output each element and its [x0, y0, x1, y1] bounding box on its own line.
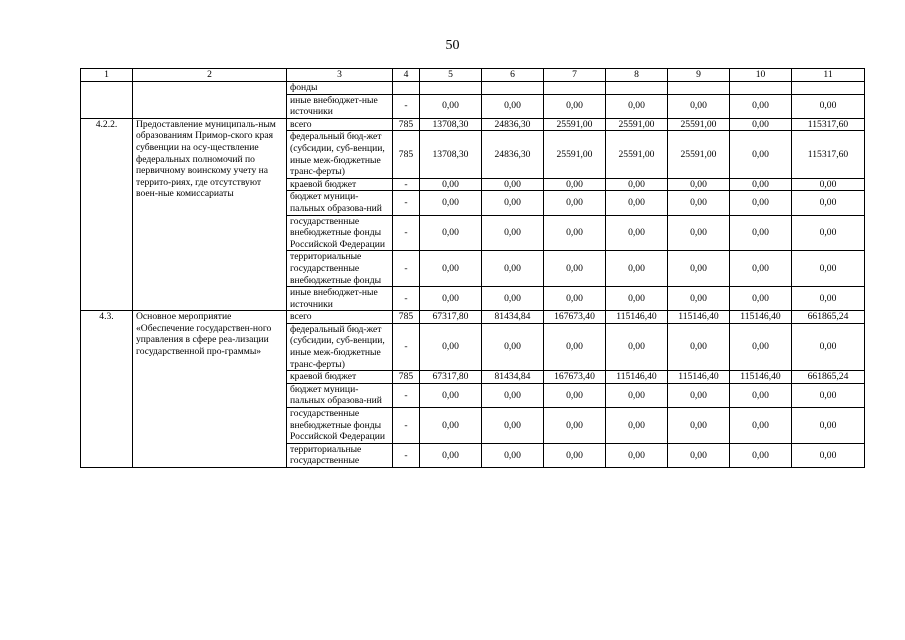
value-cell	[420, 82, 482, 95]
source-code: -	[393, 408, 420, 444]
header-cell-5: 5	[420, 69, 482, 82]
source-code: -	[393, 94, 420, 118]
value-cell: 115146,40	[730, 371, 792, 384]
value-cell: 0,00	[792, 443, 865, 467]
row-name: Основное мероприятие «Обеспечение государствен-ного управления в сфере реа-лизации государственной про-граммы»	[133, 311, 287, 468]
funding-source: иные внебюджет-ные источники	[287, 94, 393, 118]
source-code: -	[393, 323, 420, 370]
value-cell: 0,00	[544, 323, 606, 370]
value-cell: 0,00	[420, 383, 482, 407]
value-cell: 0,00	[668, 94, 730, 118]
value-cell: 81434,84	[482, 311, 544, 324]
value-cell: 81434,84	[482, 371, 544, 384]
funding-source: федеральный бюд-жет (субсидии, суб-венции, иные меж-бюджетные транс-ферты)	[287, 323, 393, 370]
value-cell: 0,00	[420, 323, 482, 370]
row-name: Предоставление муниципаль-ным образованиям Примор-ского края субвенции на осу-ществление федеральных полномочий по первичному воинскому учету на террито-риях, где отсутствуют воен-ные комиссариаты	[133, 118, 287, 311]
value-cell: 0,00	[668, 323, 730, 370]
funding-source: фонды	[287, 82, 393, 95]
value-cell: 0,00	[606, 408, 668, 444]
value-cell: 0,00	[420, 443, 482, 467]
value-cell: 0,00	[668, 215, 730, 251]
value-cell: 0,00	[606, 251, 668, 287]
value-cell: 25591,00	[606, 118, 668, 131]
value-cell: 0,00	[544, 191, 606, 215]
value-cell: 0,00	[606, 383, 668, 407]
header-cell-1: 1	[81, 69, 133, 82]
header-row	[81, 69, 865, 82]
value-cell: 0,00	[792, 94, 865, 118]
value-cell: 0,00	[792, 191, 865, 215]
value-cell: 115146,40	[668, 371, 730, 384]
header-cell-6: 6	[482, 69, 544, 82]
value-cell: 67317,80	[420, 371, 482, 384]
value-cell: 25591,00	[668, 118, 730, 131]
value-cell: 0,00	[482, 251, 544, 287]
value-cell: 0,00	[730, 287, 792, 311]
value-cell: 167673,40	[544, 311, 606, 324]
value-cell: 0,00	[544, 287, 606, 311]
value-cell: 115146,40	[668, 311, 730, 324]
value-cell: 0,00	[730, 383, 792, 407]
value-cell: 0,00	[730, 215, 792, 251]
funding-source: краевой бюджет	[287, 178, 393, 191]
funding-source: бюджет муници-пальных образова-ний	[287, 383, 393, 407]
funding-source: государственные внебюджетные фонды Российской Федерации	[287, 215, 393, 251]
value-cell: 0,00	[792, 251, 865, 287]
value-cell: 0,00	[730, 94, 792, 118]
value-cell: 0,00	[730, 191, 792, 215]
value-cell: 0,00	[544, 178, 606, 191]
value-cell: 25591,00	[668, 131, 730, 178]
header-cell-10: 10	[730, 69, 792, 82]
value-cell: 115146,40	[606, 371, 668, 384]
source-code: -	[393, 443, 420, 467]
value-cell: 0,00	[606, 443, 668, 467]
value-cell: 0,00	[544, 94, 606, 118]
table-row	[81, 311, 865, 324]
value-cell: 0,00	[482, 323, 544, 370]
source-code: -	[393, 191, 420, 215]
value-cell: 0,00	[730, 251, 792, 287]
source-code: 785	[393, 371, 420, 384]
header-cell-11: 11	[792, 69, 865, 82]
value-cell	[606, 82, 668, 95]
value-cell: 0,00	[730, 408, 792, 444]
value-cell	[792, 82, 865, 95]
funding-source: государственные внебюджетные фонды Российской Федерации	[287, 408, 393, 444]
value-cell: 0,00	[730, 131, 792, 178]
value-cell: 115317,60	[792, 118, 865, 131]
value-cell: 0,00	[420, 287, 482, 311]
funding-source: краевой бюджет	[287, 371, 393, 384]
value-cell: 0,00	[544, 443, 606, 467]
value-cell: 0,00	[730, 178, 792, 191]
value-cell: 0,00	[730, 118, 792, 131]
header-cell-9: 9	[668, 69, 730, 82]
value-cell: 0,00	[792, 215, 865, 251]
value-cell: 0,00	[482, 94, 544, 118]
value-cell	[482, 82, 544, 95]
source-code: -	[393, 251, 420, 287]
value-cell: 24836,30	[482, 118, 544, 131]
value-cell: 0,00	[420, 178, 482, 191]
value-cell: 24836,30	[482, 131, 544, 178]
row-code	[81, 82, 133, 119]
value-cell: 0,00	[606, 178, 668, 191]
source-code: 785	[393, 131, 420, 178]
value-cell: 661865,24	[792, 371, 865, 384]
value-cell: 25591,00	[544, 118, 606, 131]
table-row	[81, 82, 865, 95]
value-cell: 167673,40	[544, 371, 606, 384]
value-cell: 0,00	[792, 323, 865, 370]
value-cell: 0,00	[420, 408, 482, 444]
value-cell: 0,00	[482, 408, 544, 444]
funding-source: бюджет муници-пальных образова-ний	[287, 191, 393, 215]
value-cell: 0,00	[606, 287, 668, 311]
header-cell-4: 4	[393, 69, 420, 82]
value-cell: 0,00	[668, 383, 730, 407]
value-cell: 0,00	[668, 443, 730, 467]
header-cell-8: 8	[606, 69, 668, 82]
value-cell: 0,00	[792, 408, 865, 444]
value-cell: 0,00	[668, 251, 730, 287]
value-cell: 25591,00	[544, 131, 606, 178]
header-cell-7: 7	[544, 69, 606, 82]
row-code: 4.2.2.	[81, 118, 133, 311]
value-cell: 0,00	[606, 94, 668, 118]
value-cell: 25591,00	[606, 131, 668, 178]
value-cell: 0,00	[420, 191, 482, 215]
value-cell: 0,00	[668, 408, 730, 444]
source-code	[393, 82, 420, 95]
value-cell: 0,00	[730, 443, 792, 467]
value-cell: 0,00	[606, 215, 668, 251]
value-cell: 0,00	[482, 383, 544, 407]
value-cell	[730, 82, 792, 95]
funding-source: всего	[287, 118, 393, 131]
value-cell: 0,00	[792, 287, 865, 311]
value-cell: 0,00	[544, 408, 606, 444]
value-cell: 0,00	[668, 191, 730, 215]
source-code: -	[393, 215, 420, 251]
value-cell: 115317,60	[792, 131, 865, 178]
value-cell: 0,00	[482, 443, 544, 467]
source-code: -	[393, 383, 420, 407]
value-cell: 0,00	[606, 323, 668, 370]
funding-source: иные внебюджет-ные источники	[287, 287, 393, 311]
funding-source: всего	[287, 311, 393, 324]
value-cell: 0,00	[544, 383, 606, 407]
source-code: -	[393, 178, 420, 191]
value-cell: 661865,24	[792, 311, 865, 324]
value-cell: 0,00	[420, 215, 482, 251]
value-cell: 0,00	[792, 178, 865, 191]
value-cell: 0,00	[668, 178, 730, 191]
value-cell: 0,00	[544, 251, 606, 287]
value-cell: 0,00	[420, 94, 482, 118]
value-cell: 0,00	[544, 215, 606, 251]
source-code: -	[393, 287, 420, 311]
value-cell: 67317,80	[420, 311, 482, 324]
value-cell: 0,00	[482, 287, 544, 311]
header-cell-3: 3	[287, 69, 393, 82]
value-cell: 0,00	[482, 178, 544, 191]
header-cell-2: 2	[133, 69, 287, 82]
row-name	[133, 82, 287, 119]
source-code: 785	[393, 311, 420, 324]
value-cell: 0,00	[482, 191, 544, 215]
value-cell	[544, 82, 606, 95]
value-cell: 0,00	[482, 215, 544, 251]
value-cell: 0,00	[792, 383, 865, 407]
value-cell: 0,00	[668, 287, 730, 311]
funding-source: федеральный бюд-жет (субсидии, суб-венции, иные меж-бюджетные транс-ферты)	[287, 131, 393, 178]
source-code: 785	[393, 118, 420, 131]
row-code: 4.3.	[81, 311, 133, 468]
funding-table	[80, 68, 865, 468]
funding-source: территориальные государственные	[287, 443, 393, 467]
table-row	[81, 118, 865, 131]
value-cell: 0,00	[420, 251, 482, 287]
page-number: 50	[445, 38, 460, 53]
value-cell: 13708,30	[420, 118, 482, 131]
value-cell: 115146,40	[730, 311, 792, 324]
value-cell: 115146,40	[606, 311, 668, 324]
value-cell: 0,00	[730, 323, 792, 370]
value-cell: 13708,30	[420, 131, 482, 178]
value-cell: 0,00	[606, 191, 668, 215]
value-cell	[668, 82, 730, 95]
funding-source: территориальные государственные внебюджетные фонды	[287, 251, 393, 287]
